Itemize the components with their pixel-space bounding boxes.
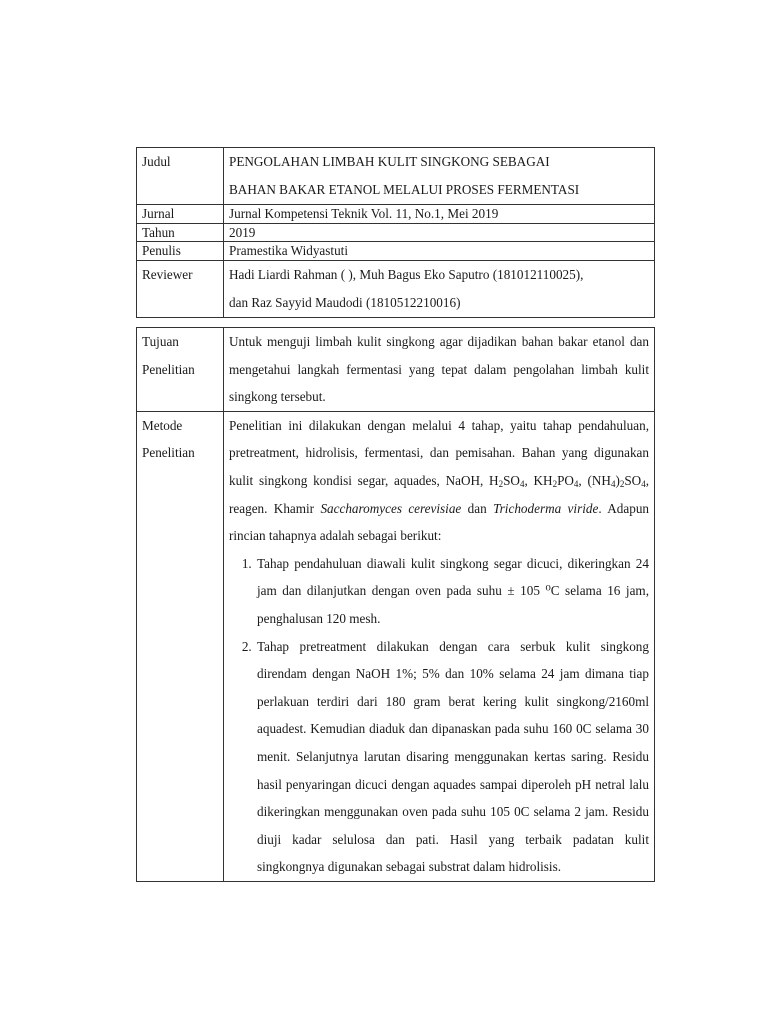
tujuan-value (224, 328, 655, 412)
species-name: Saccharomyces cerevisiae (320, 500, 462, 516)
intro-text: ) (615, 472, 620, 488)
tujuan-label-line-2: Penelitian (142, 361, 195, 377)
intro-text: , reagen. Khamir (229, 472, 649, 516)
intro-text: SO (503, 472, 520, 488)
metode-value (224, 411, 655, 881)
row-penulis (137, 242, 655, 261)
judul-line-1: PENGOLAHAN LIMBAH KULIT SINGKONG SEBAGAI (229, 154, 550, 169)
species-name: Trichoderma viride (493, 500, 599, 516)
subscript: 4 (610, 478, 616, 489)
reviewer-value (224, 260, 655, 317)
judul-value (224, 148, 655, 205)
metode-label (137, 411, 224, 881)
judul-label: Judul (137, 148, 224, 205)
reviewer-line-2: dan Raz Sayyid Maudodi (1810512210016) (229, 294, 461, 310)
subscript: 4 (641, 478, 646, 489)
penulis-label: Penulis (137, 242, 224, 261)
info-table (136, 147, 655, 318)
tujuan-label (137, 328, 224, 412)
detail-table (136, 327, 655, 882)
subscript: 4 (519, 478, 525, 489)
step-item-2: 2. Tahap pretreatment dilakukan dengan cara serbuk kulit singkong direndam dengan NaOH 1%; 5% dan 10% selama 24 jam dimana tiap perlakuan terdiri dari 180 gram berat kering kulit singkong/2160ml aquadest. Kemudian diaduk dan dipanaskan pada suhu 160 0C selama 30 menit. Selanjutnya larutan disaring menggunakan kertas saring. Residu hasil penyaringan dicuci dengan aquades sampai diperoleh pH netral lalu dikeringkan menggunakan oven pada suhu 105 0C selama 2 jam. Residu diuji kadar selulosa dan pati. Hasil yang terbaik padatan kulit singkongnya digunakan sebagai substrat dalam hidrolisis. (255, 633, 649, 881)
subscript: 4 (573, 478, 579, 489)
tahun-label: Tahun (137, 223, 224, 242)
row-reviewer (137, 260, 655, 317)
metode-label-line-1: Metode (142, 417, 183, 433)
subscript: 2 (619, 478, 625, 489)
tahun-value: 2019 (224, 223, 655, 242)
metode-intro (229, 412, 649, 550)
jurnal-value: Jurnal Kompetensi Teknik Vol. 11, No.1, Mei 2019 (224, 205, 655, 224)
judul-line-2: BAHAN BAKAR ETANOL MELALUI PROSES FERMENTASI (229, 182, 580, 197)
intro-text: , (NH (578, 472, 611, 488)
intro-text: , KH (524, 472, 553, 488)
row-tujuan (137, 328, 655, 412)
step-item-1: 1. Tahap pendahuluan diawali kulit singkong segar dicuci, dikeringkan 24 jam dan dilanjutkan dengan oven pada suhu ± 105 ⁰C selama 16 jam, penghalusan 120 mesh. (255, 550, 649, 633)
row-metode (137, 411, 655, 881)
jurnal-label: Jurnal (137, 205, 224, 224)
row-jurnal (137, 205, 655, 224)
intro-text: PO (557, 472, 574, 488)
intro-text: . Adapun rincian tahapnya adalah sebagai berikut: (229, 500, 650, 544)
subscript: 2 (552, 478, 558, 489)
subscript: 2 (498, 478, 504, 489)
intro-text: Penelitian ini dilakukan dengan melalui 4 tahap, yaitu tahap pendahuluan, pretreatment, hidrolisis, fermentasi, dan pemisahan. Bahan yang digunakan kulit singkong kondisi segar, aquades, NaOH, H (229, 417, 649, 488)
intro-text: dan (461, 500, 494, 516)
tujuan-label-line-1: Tujuan (142, 334, 179, 349)
row-judul (137, 148, 655, 205)
reviewer-label: Reviewer (137, 260, 224, 317)
tujuan-text: Untuk menguji limbah kulit singkong agar dijadikan bahan bakar etanol dan mengetahui langkah fermentasi yang tepat dalam pengolahan limbah kulit singkong tersebut. (229, 334, 649, 405)
intro-text: SO (624, 472, 642, 488)
reviewer-line-1: Hadi Liardi Rahman ( ), Muh Bagus Eko Saputro (181012110025), (229, 266, 584, 282)
steps-list (229, 550, 649, 881)
row-tahun (137, 223, 655, 242)
penulis-value: Pramestika Widyastuti (224, 242, 655, 261)
metode-label-line-2: Penelitian (142, 445, 195, 461)
